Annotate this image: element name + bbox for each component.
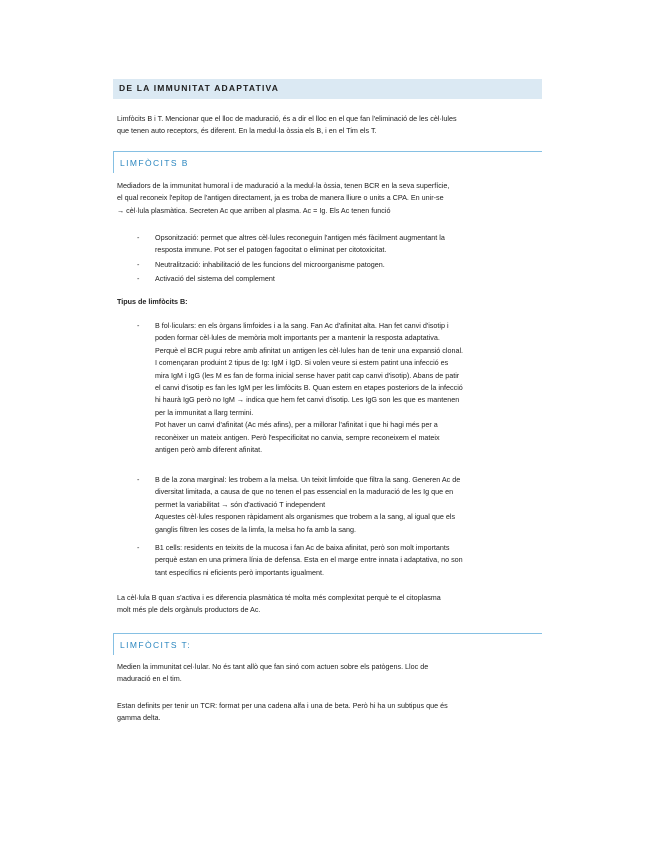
list-item-b-folliculars	[155, 320, 540, 456]
text-line: La cèl·lula B quan s'activa i es diferencia plasmàtica té molta més complexitat perquè te el citoplasma	[117, 593, 441, 602]
text-line: B fol·liculars: en els òrgans limfoides i a la sang. Fan Ac d'afinitat alta. Han fet canvi d'isotip i	[155, 321, 449, 330]
text-line: Opsonització: permet que altres cèl·lules reconeguin l'antigen més fàcilment augmentant la	[155, 233, 445, 242]
section-b-closing-paragraph	[117, 592, 540, 617]
list-item-complement	[155, 273, 540, 285]
section-b-paragraph	[117, 180, 540, 217]
text-line: Activació del sistema del complement	[155, 274, 275, 283]
section-t-paragraph-1	[117, 661, 540, 686]
list-bullet: -	[137, 321, 140, 330]
text-line: per la immunitat a llarg termini.	[155, 407, 254, 417]
list-bullet: -	[137, 233, 140, 242]
list-bullet: -	[137, 475, 140, 484]
list-bullet: -	[137, 274, 140, 283]
text-line: el canvi d'isotip es fan les IgM per les limfòcits B. Quan estem en etapes posteriors de la infecció	[155, 383, 463, 393]
text-line: Limfòcits B i T. Mencionar que el lloc de maduració, és a dir el lloc en el que fan l'eliminació de les cèl·lules	[117, 114, 457, 123]
text-line: poden formar cèl·lules de memòria molt importants per a mantenir la resposta adaptativa.	[155, 333, 440, 343]
list-item-b1-cells	[155, 542, 540, 579]
list-item-b-zona-marginal	[155, 474, 540, 536]
text-line: molt més ple dels orgànuls productors de Ac.	[117, 605, 261, 615]
text-line: el qual reconeix l'epítop de l'antigen directament, ja es troba de manera lliure o units a CPA. En unir-se	[117, 193, 444, 203]
section-t-paragraph-2	[117, 700, 540, 725]
text-line: gamma delta.	[117, 713, 161, 723]
list-bullet: -	[137, 260, 140, 269]
text-line: diversitat limitada, a causa de que no tenen el pas essencial en la maduració de les Ig que en	[155, 487, 454, 497]
intro-paragraph	[117, 113, 540, 138]
text-line: antigen però amb diferent afinitat.	[155, 445, 263, 455]
text-line: tant específics ni eficients però importants igualment.	[155, 567, 324, 577]
text-line: → cèl·lula plasmàtica. Secreten Ac que arriben al plasma. Ac = Ig. Els Ac tenen funció	[117, 205, 391, 215]
text-line: Medien la immunitat cel·lular. No és tant allò que fan sinó com actuen sobre els patògens. Lloc de	[117, 662, 429, 671]
text-line: I començaran produint 2 tipus de Ig: IgM i IgD. Si volen veure si estem patint una infecció es	[155, 358, 449, 368]
text-line: B1 cells: residents en teixits de la mucosa i fan Ac de baixa afinitat, però son molt importants	[155, 543, 450, 552]
text-line: mira IgM i IgG (les M es fan de forma inicial sense haver patit cap canvi d'isotip). Abans de patir	[155, 370, 460, 380]
text-line: B de la zona marginal: les trobem a la melsa. Un teixit limfoide que filtra la sang. Generen Ac de	[155, 475, 461, 484]
text-line: permet la variabilitat → són d'activació T independent	[155, 499, 326, 509]
list-item-opsonitzacio	[155, 232, 540, 257]
list-bullet: -	[137, 543, 140, 552]
text-line: Aquestes cèl·lules responen ràpidament als organismes que trobem a la sang, al igual que els	[155, 512, 456, 522]
text-line: resposta immune. Pot ser el patogen fagocitat o eliminat per citotoxicitat.	[155, 245, 387, 255]
chapter-banner: DE LA IMMUNITAT ADAPTATIVA	[113, 79, 542, 99]
text-line: Perquè el BCR pugui rebre amb afinitat un antigen les cèl·lules han de tenir una expansió clonal.	[155, 345, 464, 355]
text-line: hi haurà IgG però no IgM → indica que hem fet canvi d'isotip. Les IgG son les que es mantenen	[155, 395, 460, 405]
text-line: reconèixer un mateix antigen. Però l'especificitat no canvia, sempre reconeixem el mateix	[155, 432, 440, 442]
text-line: que tenen auto receptors, és diferent. En la medul·la òssia els B, i en el Tim els T.	[117, 126, 377, 136]
types-heading: Tipus de limfòcits B:	[117, 297, 188, 306]
text-line: perquè estan en una primera línia de defensa. Esta en el marge entre innata i adaptativa, no son	[155, 555, 463, 565]
section-heading-limfocits-b: LIMFÒCITS B	[113, 151, 542, 173]
text-line: Mediadors de la immunitat humoral i de maduració a la medul·la òssia, tenen BCR en la seva superfície,	[117, 181, 450, 190]
text-line: maduració en el tim.	[117, 674, 182, 684]
text-line: Neutralització: inhabilitació de les funcions del microorganisme patogen.	[155, 260, 385, 269]
section-heading-limfocits-t: LIMFÒCITS T:	[113, 633, 542, 655]
text-line: Estan definits per tenir un TCR: format per una cadena alfa i una de beta. Però hi ha un subtipus que és	[117, 701, 448, 710]
text-line: ganglis filtren les coses de la limfa, la melsa ho fa amb la sang.	[155, 524, 356, 534]
list-item-neutralitzacio	[155, 259, 540, 271]
text-line: Pot haver un canvi d'afinitat (Ac més afins), per a millorar l'afinitat i que hi hagi més per a	[155, 420, 438, 430]
